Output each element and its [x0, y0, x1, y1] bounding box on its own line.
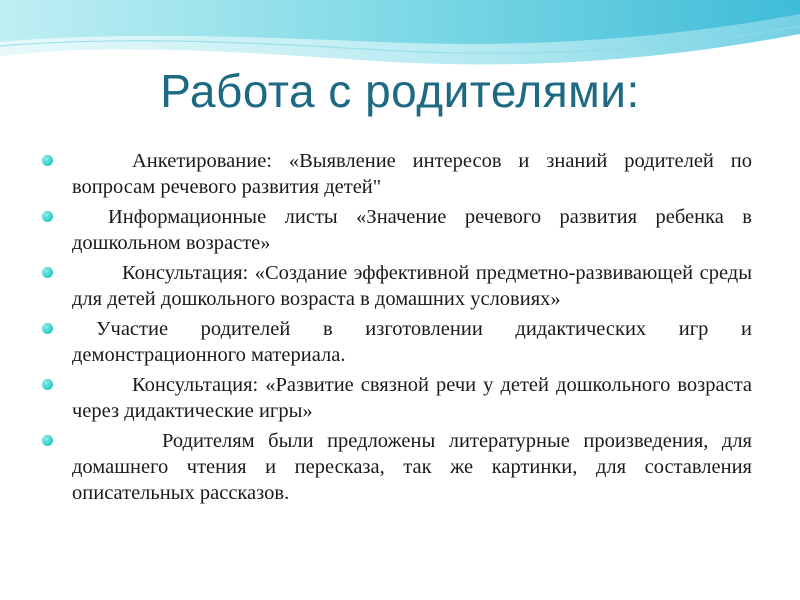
bullet-text: Информационные листы «Значение речевого развития ребенка в дошкольном возрасте» [72, 206, 752, 254]
bullet-text: Участие родителей в изготовлении дидактических игр и демонстрационного материала. [72, 318, 752, 366]
bullet-dot-icon [42, 267, 53, 278]
bullet-item [40, 428, 752, 506]
bullet-item [40, 148, 752, 200]
bullet-text: Консультация: «Развитие связной речи у детей дошкольного возраста через дидактические игры» [72, 374, 752, 422]
slide-title: Работа с родителями: [160, 65, 640, 117]
bullet-dot-icon [42, 435, 53, 446]
bullet-dot-icon [42, 323, 53, 334]
bullet-item [40, 316, 752, 368]
bullet-dot-icon [42, 211, 53, 222]
bullet-text: Консультация: «Создание эффективной предметно-развивающей среды для детей дошкольного возраста в домашних условиях» [72, 262, 752, 310]
bullet-text: Родителям были предложены литературные произведения, для домашнего чтения и пересказа, так же картинки, для составления описательных рассказов. [72, 430, 752, 504]
bullet-item [40, 204, 752, 256]
bullet-dot-icon [42, 155, 53, 166]
bullet-item [40, 260, 752, 312]
bullet-list [40, 148, 752, 510]
bullet-dot-icon [42, 379, 53, 390]
bullet-text: Анкетирование: «Выявление интересов и знаний родителей по вопросам речевого развития детей" [72, 150, 752, 198]
bullet-item [40, 372, 752, 424]
